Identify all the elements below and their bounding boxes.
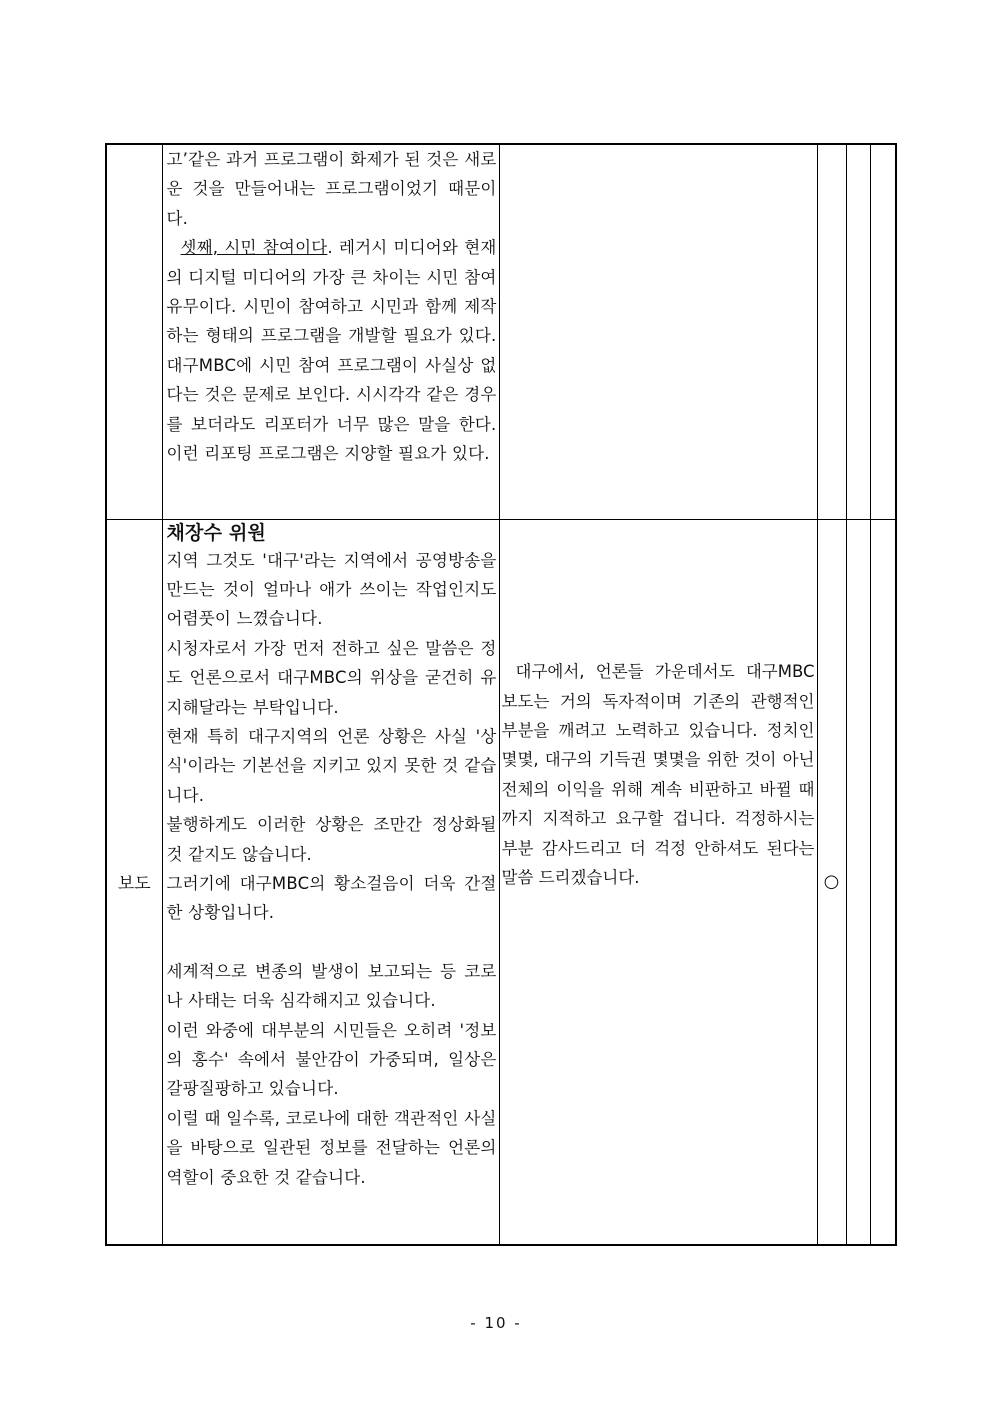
check-cell: [846, 519, 870, 1245]
underlined-heading: 셋째, 시민 참여이다: [180, 238, 328, 258]
check-cell: [870, 519, 896, 1245]
member-name: 채장수 위원: [166, 521, 267, 544]
check-cell: [817, 144, 846, 519]
opinion-cell: [162, 144, 499, 519]
check-cell: [846, 144, 870, 519]
opinion-paragraph: 이럴 때 일수록, 코로나에 대한 객관적인 사실을 바탕으로 일관된 정보를 전달하는 언론의 역할이 중요한 것 같습니다.: [166, 1108, 497, 1187]
category-cell: [106, 144, 162, 519]
response-text: 대구에서, 언론들 가운데서도 대구MBC 보도는 거의 독자적이며 기존의 관행적인 부분을 깨려고 노력하고 있습니다. 정치인 몇몇, 대구의 기득권 몇몇을 위한 것이 아닌 전체의 이익을 위해 계속 비판하고 바뀔 때까지 지적하고 요구할 겁니다. 걱정하시는 부분 감사드리고 더 걱정 안하셔도 된다는 말씀 드리겠습니다.: [501, 662, 815, 887]
opinion-paragraph: 현재 특히 대구지역의 언론 상황은 사실 '상식'이라는 기본선을 지키고 있지 못한 것 같습니다.: [166, 726, 497, 805]
check-cell: [870, 144, 896, 519]
page-number: - 10 -: [470, 1314, 522, 1332]
opinion-cell: [162, 519, 499, 1245]
response-cell: [499, 519, 817, 1245]
opinion-paragraph: 지역 그것도 '대구'라는 지역에서 공영방송을 만드는 것이 얼마나 애가 쓰이는 작업인지도 어렴풋이 느꼈습니다.: [166, 550, 497, 629]
opinion-paragraph: 이런 와중에 대부분의 시민들은 오히려 '정보의 홍수' 속에서 불안감이 가중되며, 일상은 갈팡질팡하고 있습니다.: [166, 1020, 497, 1099]
minutes-table: [105, 143, 897, 1246]
opinion-paragraph: 세계적으로 변종의 발생이 보고되는 등 코로나 사태는 더욱 심각해지고 있습니다.: [166, 961, 497, 1011]
table-row: [106, 519, 896, 1245]
opinion-paragraph: 그러기에 대구MBC의 황소걸음이 더욱 간절한 상황입니다.: [166, 873, 497, 923]
opinion-text: . 레거시 미디어와 현재의 디지털 미디어의 가장 큰 차이는 시민 참여 유무이다. 시민이 참여하고 시민과 함께 제작하는 형태의 프로그램을 개발할 필요가 있다. 대구MBC에 시민 참여 프로그램이 사실상 없다는 것은 문제로 보인다. 시시각각 같은 경우를 보더라도 리포터가 너무 많은 말을 한다. 이런 리포팅 프로그램은 지양할 필요가 있다.: [166, 238, 497, 464]
opinion-paragraph: [167, 233, 497, 468]
check-cell: ○: [817, 519, 846, 1245]
table-row: [106, 144, 896, 519]
opinion-paragraph: 시청자로서 가장 먼저 전하고 싶은 말씀은 정도 언론으로서 대구MBC의 위상을 굳건히 유지해달라는 부탁입니다.: [166, 638, 497, 717]
category-cell: 보도: [106, 519, 162, 1245]
opinion-paragraph: 고’같은 과거 프로그램이 화제가 된 것은 새로운 것을 만들어내는 프로그램이었기 때문이다.: [166, 150, 497, 228]
response-cell: [499, 144, 817, 519]
paragraph-gap: [167, 928, 497, 957]
opinion-paragraph: 불행하게도 이러한 상황은 조만간 정상화될 것 같지도 않습니다.: [166, 815, 497, 864]
